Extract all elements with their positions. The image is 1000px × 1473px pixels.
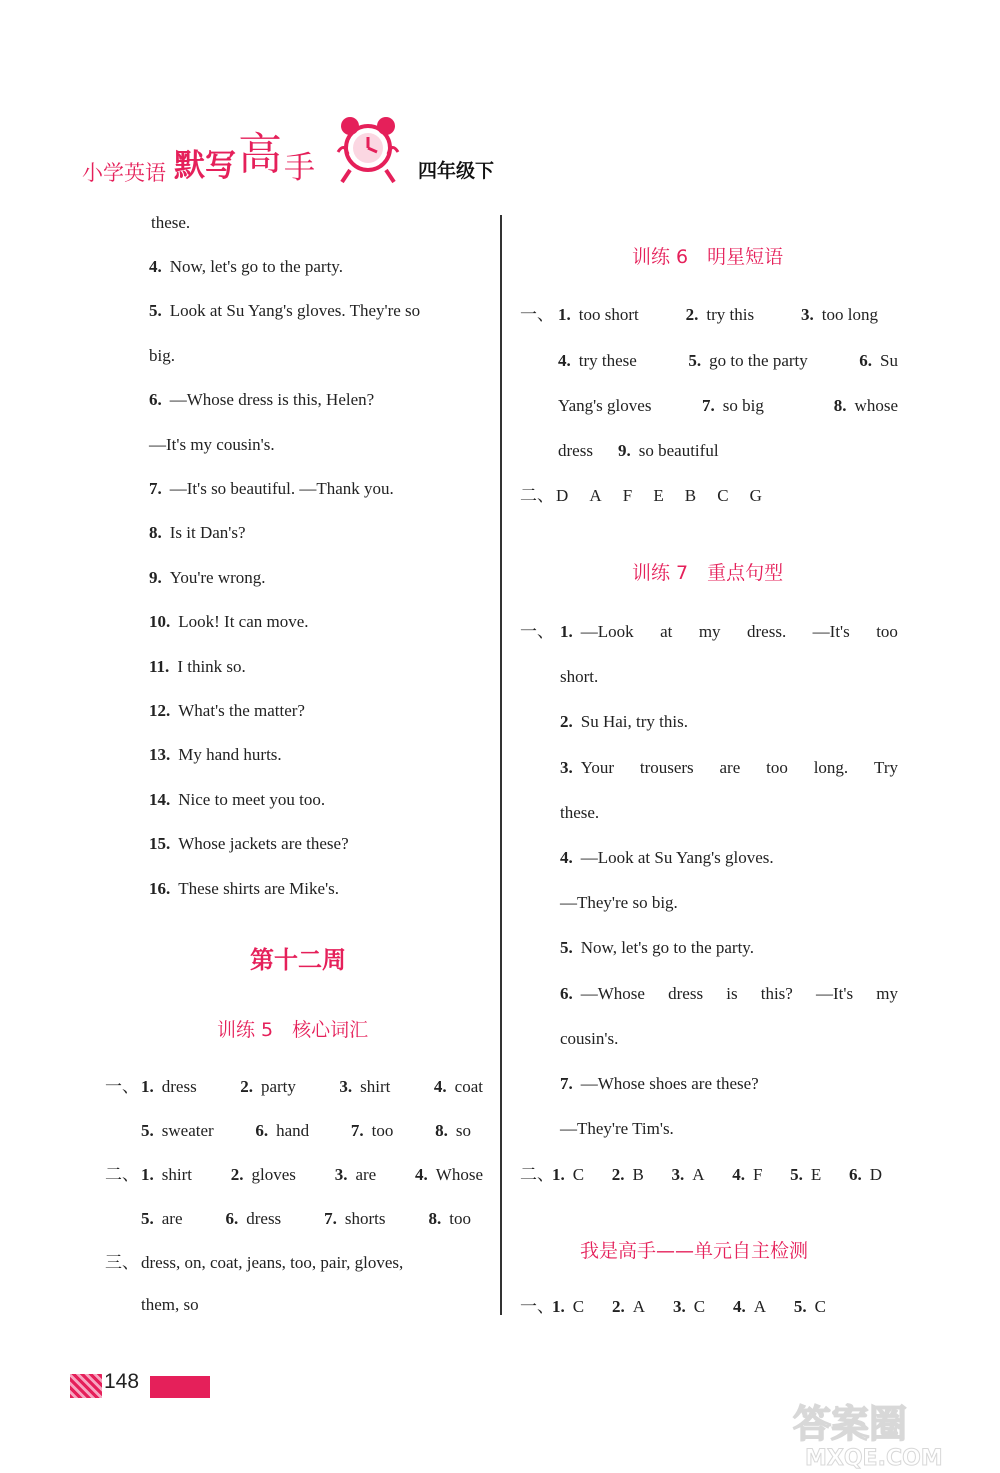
item-number: 2.: [240, 1077, 253, 1096]
brand-title-part3: 手: [284, 150, 315, 186]
answer-row: [702, 395, 898, 417]
answer-continuation: these.: [151, 213, 191, 232]
answer-item: [612, 1164, 644, 1186]
answer-item: [732, 1164, 762, 1186]
section-title-training7: 训练 7 重点句型: [632, 562, 784, 584]
answer-item: [560, 892, 678, 914]
item-answer: so beautiful: [638, 441, 719, 460]
item-number: 7.: [350, 1121, 364, 1140]
item-text: [581, 983, 898, 1005]
answer-item: [560, 1118, 674, 1140]
brand-title-part2: 高: [238, 129, 282, 180]
item-number: 4.: [732, 1297, 746, 1316]
item-word: dress: [668, 983, 704, 1003]
item-answer: are: [355, 1165, 377, 1184]
item-number: 5.: [141, 1209, 154, 1228]
item-answer: too: [449, 1209, 471, 1228]
answer-item: [558, 350, 637, 372]
item-number: 13.: [149, 745, 171, 765]
section-label: 二、: [520, 1165, 554, 1184]
answer-item: [339, 1076, 390, 1098]
item-number: 4.: [433, 1077, 447, 1096]
answer-item: [149, 700, 305, 722]
answer-item: [434, 1076, 483, 1098]
item-answer: sweater: [161, 1121, 214, 1140]
item-number: 5.: [790, 1165, 803, 1184]
item-answer: B: [632, 1165, 644, 1184]
item-number: 2.: [611, 1165, 625, 1184]
answer-item: [351, 1120, 393, 1142]
item-number: 7.: [702, 396, 715, 415]
item-text: big.: [149, 345, 175, 365]
week-title: 第十二周: [250, 946, 346, 974]
answer-row: [552, 1296, 826, 1318]
item-answer: whose: [854, 396, 898, 415]
item-answer: so big: [722, 396, 764, 415]
answer-item: [335, 1164, 377, 1186]
item-number: 8.: [435, 1121, 448, 1140]
item-number: 6.: [560, 983, 573, 1003]
item-text: I think so.: [177, 656, 246, 676]
letter-answer: D: [556, 486, 569, 505]
item-number: 5.: [560, 938, 573, 958]
answer-item: [225, 1208, 281, 1230]
item-number: 1.: [141, 1077, 154, 1096]
watermark-logo-icon: [775, 1395, 995, 1470]
item-number: 5.: [688, 351, 702, 370]
answer-item: [560, 1028, 618, 1050]
item-number: 9.: [149, 567, 162, 587]
item-answer: dress: [161, 1077, 197, 1096]
item-number: 6.: [859, 351, 873, 370]
letter-answer: A: [589, 486, 602, 505]
answer-item: [141, 1120, 214, 1142]
item-word: too: [766, 757, 788, 777]
item-number: 5.: [793, 1297, 807, 1316]
item-number: 3.: [560, 757, 573, 777]
page-number-block: [70, 1370, 220, 1400]
page-number: 148: [104, 1370, 140, 1393]
item-number: 4.: [149, 257, 162, 276]
item-text: My hand hurts.: [178, 745, 282, 765]
answer-item: [141, 1076, 197, 1098]
item-word: short.: [560, 667, 599, 687]
item-text: Look at Su Yang's gloves. They're so: [169, 301, 421, 321]
answer-item: [558, 304, 639, 326]
answer-item: [240, 1076, 296, 1098]
answer-item: [849, 1164, 882, 1186]
answer-item: [560, 847, 774, 869]
item-answer: coat: [454, 1077, 483, 1096]
item-text: —It's my cousin's.: [149, 434, 275, 454]
item-text: [581, 757, 898, 779]
answer-item: [149, 256, 343, 278]
answer-item: [149, 656, 246, 678]
answer-item: [673, 1296, 705, 1318]
item-word: —Whose shoes are these?: [580, 1074, 759, 1093]
item-answer: A: [753, 1297, 766, 1316]
answer-item: [834, 395, 898, 417]
item-number: 1.: [552, 1297, 565, 1316]
grade-label: 四年级下: [418, 160, 495, 182]
item-word: dress.: [747, 622, 787, 641]
answer-item: [324, 1208, 385, 1230]
item-text: [581, 621, 898, 643]
item-number: 1.: [558, 305, 571, 324]
item-number: 9.: [618, 441, 631, 460]
answer-item: [859, 350, 898, 372]
item-text: [560, 1029, 618, 1048]
watermark-text: 答案圈: [793, 1402, 908, 1446]
item-number: 12.: [149, 701, 171, 720]
item-word: —Look at Su Yang's gloves.: [580, 848, 774, 867]
item-text: Look! It can move.: [178, 612, 309, 632]
item-number: 2.: [560, 712, 573, 732]
item-number: 2.: [230, 1165, 244, 1184]
item-number: 2.: [685, 305, 699, 324]
item-word: —It's: [812, 622, 850, 641]
item-number: 16.: [149, 878, 171, 898]
answer-item: [702, 395, 764, 417]
answer-text: dress: [558, 441, 593, 460]
answer-item: [149, 300, 420, 322]
item-text: [560, 667, 598, 686]
section-label: 三、: [105, 1253, 139, 1272]
item-answer: gloves: [251, 1165, 296, 1184]
answer-text: Yang's gloves: [558, 396, 652, 415]
answer-item: [149, 434, 275, 456]
item-number: 3.: [339, 1077, 353, 1096]
item-answer: C: [814, 1297, 826, 1316]
section-label: 一、: [520, 305, 554, 324]
item-word: long.: [813, 757, 849, 777]
item-word: Try: [874, 757, 898, 777]
answer-row: [141, 1164, 483, 1186]
item-number: 1.: [552, 1165, 565, 1184]
item-word: trousers: [639, 757, 694, 777]
item-text: —It's so beautiful. —Thank you.: [169, 479, 394, 498]
answer-item: [255, 1120, 309, 1142]
answer-item: [149, 789, 325, 811]
item-number: 4.: [415, 1165, 428, 1184]
item-text: [581, 848, 774, 867]
item-number: 11.: [149, 656, 170, 676]
answer-item: [149, 878, 339, 900]
answer-item: [149, 744, 282, 766]
answer-item: [733, 1296, 766, 1318]
item-word: this?: [760, 983, 793, 1003]
item-number: 7.: [149, 479, 162, 498]
page-pattern-decoration: [70, 1374, 102, 1398]
answer-item: [560, 711, 688, 733]
item-answer: shirt: [161, 1165, 192, 1184]
answer-item: [149, 478, 394, 500]
answer-item: [794, 1296, 826, 1318]
item-number: 3.: [334, 1165, 348, 1184]
item-word: —Look: [580, 622, 634, 641]
answer-item: [415, 1164, 483, 1186]
item-word: too: [876, 622, 898, 641]
answer-item: [560, 1073, 759, 1095]
section-title-training5: 训练 5 核心词汇: [217, 1019, 369, 1041]
answer-item: [149, 345, 175, 367]
item-answer: party: [260, 1077, 296, 1096]
answer-item: [560, 983, 898, 1005]
answer-row: [552, 1164, 882, 1186]
answer-text: dress, on, coat, jeans, too, pair, gloves,: [141, 1253, 404, 1272]
item-number: 6.: [848, 1165, 862, 1184]
item-word: —It's: [816, 983, 854, 1003]
answer-row: [558, 304, 878, 326]
item-word: —Whose: [580, 983, 645, 1003]
item-number: 3.: [671, 1165, 685, 1184]
answer-item: [141, 1208, 183, 1230]
item-answer: too long: [821, 305, 878, 324]
item-answer: so: [455, 1121, 471, 1140]
item-answer: dress: [246, 1209, 282, 1228]
item-number: 8.: [428, 1209, 442, 1228]
item-number: 5.: [141, 1121, 154, 1140]
answer-item: [231, 1164, 296, 1186]
item-word: Su Hai, try this.: [580, 712, 688, 732]
item-text: Now, let's go to the party.: [169, 257, 343, 276]
item-number: 1.: [560, 622, 573, 641]
answer-item: [560, 666, 598, 688]
item-answer: A: [632, 1297, 646, 1316]
item-text: What's the matter?: [178, 701, 305, 720]
item-number: 10.: [149, 612, 171, 632]
answer-row: [141, 1076, 483, 1098]
answer-item: [149, 522, 246, 544]
letter-answer: B: [684, 486, 697, 505]
item-number: 4.: [558, 351, 571, 370]
item-text: You're wrong.: [169, 567, 266, 587]
item-word: cousin's.: [560, 1028, 619, 1048]
item-answer: C: [693, 1297, 706, 1316]
item-answer: shirt: [360, 1077, 391, 1096]
answer-item: [618, 440, 719, 462]
item-number: 14.: [149, 789, 171, 809]
item-word: my: [698, 622, 721, 641]
item-answer: Su: [880, 351, 898, 370]
brand-title-part1: 默写: [174, 148, 236, 184]
item-number: 6.: [225, 1209, 239, 1228]
item-word: my: [876, 983, 898, 1003]
brand-title-small: 小学英语: [82, 161, 166, 185]
answer-item: [552, 1296, 584, 1318]
item-number: 8.: [833, 396, 847, 415]
answer-item: [149, 389, 374, 411]
answer-item: [149, 567, 266, 589]
answer-item: [612, 1296, 645, 1318]
item-number: 4.: [560, 848, 573, 867]
answer-row: [558, 350, 898, 372]
item-text: [560, 893, 678, 912]
item-word: —They're Tim's.: [560, 1119, 674, 1139]
item-answer: too short: [578, 305, 639, 324]
item-answer: C: [572, 1165, 585, 1184]
answer-item: [560, 621, 898, 643]
item-text: [560, 803, 599, 822]
answer-item: [149, 611, 309, 633]
item-answer: go to the party: [709, 351, 808, 370]
item-number: 8.: [149, 523, 162, 543]
item-text: [560, 1119, 674, 1138]
item-answer: hand: [276, 1121, 310, 1140]
column-divider: [500, 215, 502, 1315]
section-title-unit-test: 我是高手——单元自主检测: [580, 1240, 809, 1262]
item-number: 6.: [255, 1121, 269, 1140]
item-answer: shorts: [344, 1209, 386, 1228]
answer-row: [618, 440, 738, 462]
answer-item: [686, 304, 754, 326]
item-answer: Whose: [435, 1165, 483, 1184]
item-answer: try these: [578, 351, 637, 370]
item-answer: try this: [706, 305, 755, 324]
answer-item: [672, 1164, 705, 1186]
item-number: 6.: [149, 390, 162, 410]
item-answer: too: [371, 1121, 394, 1140]
section-label: 一、: [520, 622, 554, 641]
answer-item: [801, 304, 878, 326]
letter-answer: F: [622, 486, 633, 505]
item-word: at: [660, 622, 673, 641]
letter-answers: [556, 485, 762, 507]
item-number: 7.: [324, 1209, 337, 1228]
item-word: Your: [580, 757, 614, 777]
answer-item: [141, 1164, 192, 1186]
page-color-bar: [150, 1376, 210, 1398]
item-text: Nice to meet you too.: [178, 789, 326, 809]
item-answer: C: [572, 1297, 585, 1316]
answer-item: [790, 1164, 821, 1186]
letter-answer: E: [653, 486, 664, 505]
answer-item: [560, 757, 898, 779]
item-word: are: [719, 757, 741, 777]
answer-item: [435, 1120, 471, 1142]
item-answer: E: [810, 1165, 822, 1184]
section-title-training6: 训练 6 明星短语: [632, 246, 784, 268]
answer-item: [688, 350, 807, 372]
item-word: these.: [560, 802, 600, 822]
section-label: 二、: [105, 1165, 139, 1184]
item-text: Whose jackets are these?: [178, 834, 349, 854]
answer-row: [141, 1208, 471, 1230]
section-label: 一、: [105, 1077, 139, 1096]
item-text: These shirts are Mike's.: [178, 878, 339, 898]
answer-item: [560, 937, 754, 959]
item-answer: D: [869, 1165, 882, 1184]
item-word: is: [726, 983, 738, 1003]
answer-item: [429, 1208, 471, 1230]
item-word: —They're so big.: [560, 893, 678, 913]
item-text: —Whose dress is this, Helen?: [169, 390, 375, 410]
item-word: Now, let's go to the party.: [580, 938, 754, 958]
watermark-url: MXQE.COM: [805, 1446, 943, 1470]
item-text: Is it Dan's?: [169, 523, 246, 543]
item-answer: are: [161, 1209, 183, 1228]
item-answer: A: [692, 1165, 705, 1184]
answer-item: [149, 833, 349, 855]
item-text: [581, 712, 688, 731]
letter-answer: G: [749, 486, 762, 505]
letter-answer: C: [717, 486, 729, 505]
answer-row: [141, 1120, 471, 1142]
item-number: 7.: [560, 1074, 573, 1093]
item-number: 4.: [732, 1165, 745, 1184]
item-text: [581, 938, 754, 957]
book-header: [82, 112, 522, 192]
section-label: 一、: [520, 1297, 554, 1316]
item-number: 3.: [672, 1297, 686, 1316]
item-number: 2.: [612, 1297, 625, 1316]
item-answer: F: [752, 1165, 763, 1184]
section-label: 二、: [520, 486, 554, 505]
item-number: 5.: [149, 301, 162, 321]
alarm-clock-mascot-icon: [336, 112, 400, 184]
answer-text: them, so: [141, 1295, 199, 1314]
item-number: 15.: [149, 834, 171, 854]
answer-item: [560, 802, 599, 824]
item-text: [581, 1074, 759, 1093]
item-number: 1.: [141, 1165, 154, 1184]
item-number: 3.: [801, 305, 814, 324]
answer-item: [552, 1164, 584, 1186]
